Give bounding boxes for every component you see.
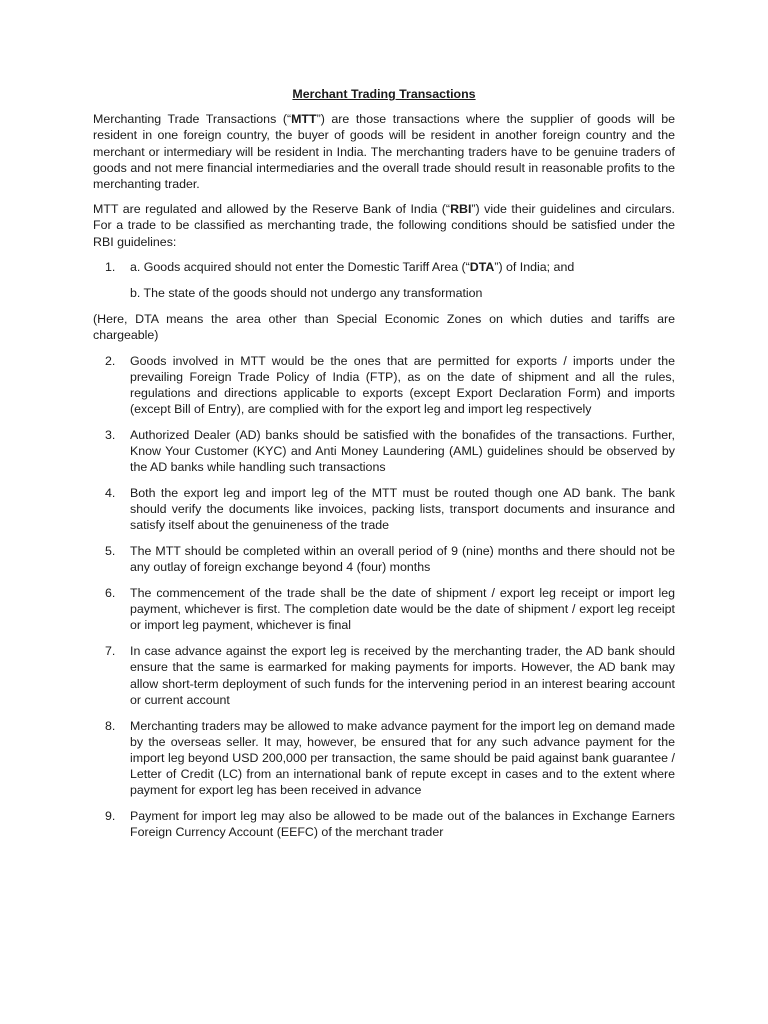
list-item xyxy=(93,718,675,799)
intro-paragraph-1 xyxy=(93,111,675,192)
list-item-number: 7. xyxy=(105,644,116,659)
list-item-number: 6. xyxy=(105,586,116,601)
list-item xyxy=(93,259,675,275)
intro-p2-text-a: MTT are regulated and allowed by the Reserve Bank of India (“ xyxy=(93,202,451,217)
item1-a-text-pre: a. Goods acquired should not enter the Domestic Tariff Area (“ xyxy=(130,259,470,274)
list-item xyxy=(93,643,675,708)
list-item-text: Both the export leg and import leg of the MTT must be routed though one AD bank. The bank should verify the documents like invoices, packing lists, transport documents and insurance and satisfy itself about the genuineness of the trade xyxy=(130,486,675,533)
list-item-number: 8. xyxy=(105,718,116,733)
intro-p2-bold: RBI xyxy=(450,202,472,217)
intro-paragraph-2 xyxy=(93,201,675,250)
list-item-number: 5. xyxy=(105,544,116,559)
list-item-text: Authorized Dealer (AD) banks should be satisfied with the bonafides of the transactions. Further, Know Your Customer (KYC) and Anti Money Laundering (AML) guidelines should be observed by the AD banks while handling such transactions xyxy=(130,427,675,475)
conditions-list-part-1 xyxy=(93,259,675,275)
item1-sub-b: b. The state of the goods should not undergo any transformation xyxy=(130,286,483,301)
conditions-list-part-2 xyxy=(93,353,675,841)
list-item-number: 2. xyxy=(105,353,116,368)
list-item-number: 3. xyxy=(105,427,116,442)
list-item xyxy=(93,585,675,634)
list-item-text: Payment for import leg may also be allowed to be made out of the balances in Exchange Earners Foreign Currency Account (EEFC) of the merchant trader xyxy=(130,809,675,840)
intro-p1-bold: MTT xyxy=(291,112,317,127)
list-item xyxy=(93,427,675,476)
document-title: Merchant Trading Transactions xyxy=(292,87,476,101)
list-item xyxy=(93,543,675,575)
list-item xyxy=(93,353,675,418)
list-item-text: The commencement of the trade shall be the date of shipment / export leg receipt or import leg payment, whichever is first. The completion date would be the date of shipment / export leg receipt or import leg payment, whichever is final xyxy=(130,586,675,633)
intro-p2-text-b: ”) vide their guidelines and circulars. For a trade to be classified as merchanting trade, the following conditions should be satisfied under the RBI guidelines: xyxy=(93,202,675,249)
list-item-text: In case advance against the export leg is received by the merchanting trader, the AD bank should ensure that the same is earmarked for making payments for imports. However, the AD bank may allow short-term deployment of such funds for the intervening period in an interest bearing account or current account xyxy=(130,644,675,707)
intro-p1-text-b: ”) are those transactions where the supplier of goods will be resident in one foreign country, the buyer of goods will be resident in another foreign country and the merchant or intermediary will be resident in India. The merchanting traders have to be genuine traders of goods and not mere financial intermediaries and the overall trade should result in reasonable profits to the merchanting trader. xyxy=(93,112,675,192)
list-item xyxy=(93,808,675,840)
item1-a-bold: DTA xyxy=(469,259,495,274)
list-item-number: 4. xyxy=(105,486,116,501)
item1-a-text-post: ”) of India; and xyxy=(494,259,575,274)
intro-p1-text-a: Merchanting Trade Transactions (“ xyxy=(93,112,292,127)
list-item-text: Goods involved in MTT would be the ones that are permitted for exports / imports under the prevailing Foreign Trade Policy of India (FTP), as on the date of shipment and all the rules, regulations and directions applicable to exports (except Export Declaration Form) and imports (except Bill of Entry), are complied with for the export leg and import leg respectively xyxy=(130,353,675,417)
document-page xyxy=(93,86,675,850)
list-item xyxy=(93,485,675,534)
list-item-number: 9. xyxy=(105,809,116,824)
list-item-text: The MTT should be completed within an overall period of 9 (nine) months and there should not be any outlay of foreign exchange beyond 4 (four) months xyxy=(130,544,675,575)
dta-note: (Here, DTA means the area other than Special Economic Zones on which duties and tariffs are chargeable) xyxy=(93,312,675,343)
list-item-text: Merchanting traders may be allowed to make advance payment for the import leg on demand made by the overseas seller. It may, however, be ensured that for any such advance payment for the import leg beyond USD 200,000 per transaction, the same should be paid against bank guarantee / Letter of Credit (LC) from an international bank of repute except in cases and to the extent where payment for export leg has been received in advance xyxy=(130,718,675,798)
list-item-number: 1. xyxy=(105,259,116,274)
